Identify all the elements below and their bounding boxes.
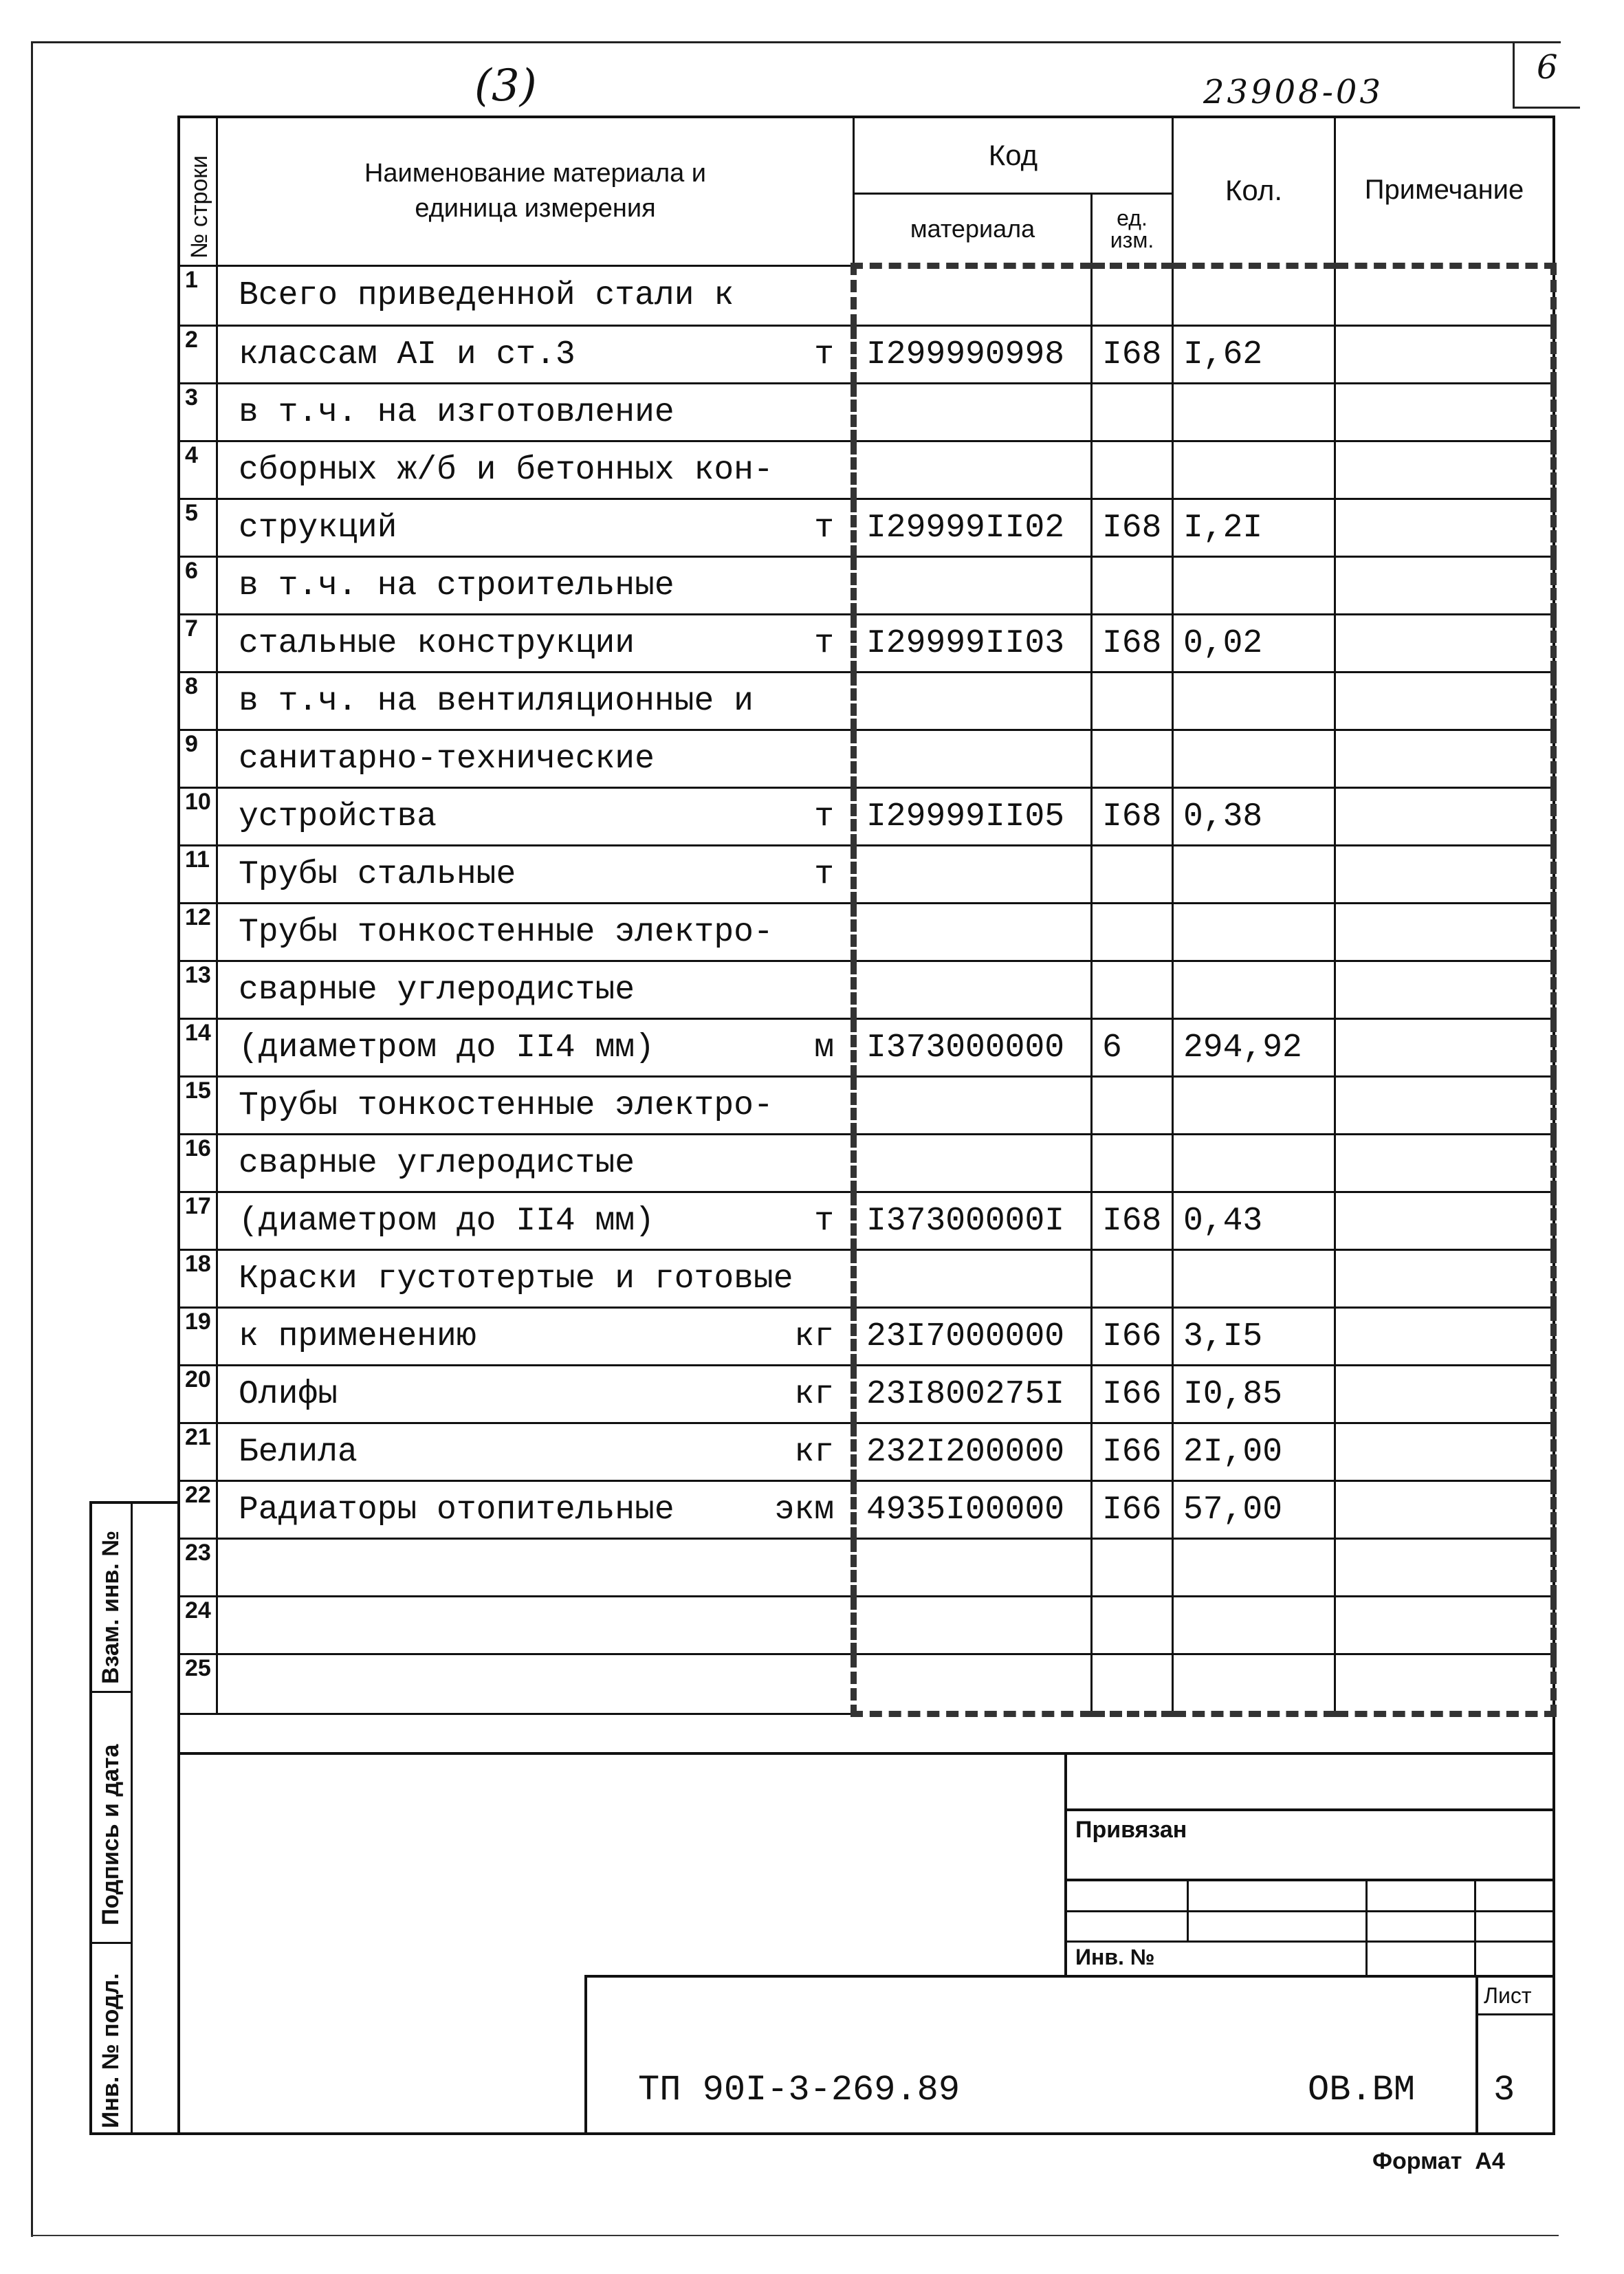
row-number: 20 [179,1366,217,1423]
designation-left-line [584,1975,587,2135]
material-name-text: Всего приведенной стали к [239,277,734,314]
table-row [179,1366,1554,1423]
note-cell [1335,1597,1554,1654]
material-code-cell: 23I7000000 [854,1308,1092,1366]
quantity-cell [1173,1135,1335,1192]
material-name-text: струкций [239,509,397,547]
note-cell [1335,1019,1554,1077]
sheet-number-box [1513,41,1580,109]
note-cell [1335,730,1554,788]
material-name-text: к применению [239,1318,476,1355]
title-top-line [177,1752,1555,1755]
material-code-cell [854,1250,1092,1308]
table-row [179,441,1554,499]
list-label: Лист [1484,1983,1532,2008]
unit-label: т [814,336,834,373]
row-number: 18 [179,1250,217,1308]
list-label-line [1475,2013,1555,2015]
note-cell [1335,904,1554,961]
unit-code-cell: I66 [1092,1481,1173,1539]
note-cell [1335,1308,1554,1366]
unit-label: т [814,624,834,662]
sheet-number: 6 [1537,48,1558,87]
note-cell [1335,673,1554,730]
material-name-cell [217,1192,854,1250]
quantity-cell [1173,1597,1335,1654]
material-code-cell: I373000000 [854,1019,1092,1077]
list-value: 3 [1493,2070,1515,2110]
table-row [179,904,1554,961]
row-number: 25 [179,1654,217,1714]
row-number: 9 [179,730,217,788]
row-number: 14 [179,1019,217,1077]
material-code-cell [854,266,1092,326]
table-row [179,615,1554,673]
material-name-text: в т.ч. на изготовление [239,393,674,431]
unit-code-cell: I68 [1092,788,1173,846]
table-row [179,1077,1554,1135]
material-name-text: Белила [239,1433,358,1471]
quantity-cell: 0,02 [1173,615,1335,673]
quantity-cell [1173,904,1335,961]
quantity-cell: 3,I5 [1173,1308,1335,1366]
header-note: Примечание [1335,117,1554,266]
row-number: 24 [179,1597,217,1654]
unit-code-cell [1092,1250,1173,1308]
note-cell [1335,266,1554,326]
unit-code-cell [1092,1077,1173,1135]
note-cell [1335,326,1554,384]
material-name-cell [217,1135,854,1192]
quantity-cell [1173,1539,1335,1597]
note-cell [1335,1135,1554,1192]
note-cell [1335,1192,1554,1250]
document-code: ОВ.ВМ [1308,2070,1416,2110]
unit-label: т [814,1202,834,1240]
material-code-cell [854,961,1092,1019]
unit-label: т [814,855,834,893]
side-cell-inv-podl [92,1944,131,2135]
material-code-cell [854,1135,1092,1192]
material-name-cell [217,961,854,1019]
header-code-material: материала [854,194,1092,266]
material-name-cell [217,441,854,499]
row-number: 13 [179,961,217,1019]
material-name-cell [217,1539,854,1597]
material-name-text: сварные углеродистые [239,1144,635,1182]
quantity-cell [1173,384,1335,441]
material-name-text: устройства [239,798,437,835]
unit-code-cell: I66 [1092,1423,1173,1481]
row-number: 3 [179,384,217,441]
table-row [179,1539,1554,1597]
material-name-cell [217,904,854,961]
privyazan-col-line-2 [1365,1879,1368,1975]
unit-code-cell: I66 [1092,1308,1173,1366]
material-code-cell: 23I800275I [854,1366,1092,1423]
sheet-bottom-line [31,2235,1559,2236]
unit-code-cell [1092,730,1173,788]
quantity-cell [1173,673,1335,730]
row-number: 1 [179,266,217,326]
unit-code-cell [1092,1597,1173,1654]
format-label: Формат А4 [1372,2148,1505,2174]
material-name-text: сварные углеродистые [239,971,635,1009]
table-row [179,1654,1554,1714]
material-name-text: Трубы тонкостенные электро- [239,1086,773,1124]
quantity-cell [1173,1250,1335,1308]
material-code-cell [854,441,1092,499]
material-name-cell [217,615,854,673]
row-number: 2 [179,326,217,384]
unit-code-cell [1092,266,1173,326]
material-name-text: Радиаторы отопительные [239,1491,674,1529]
unit-code-cell [1092,1654,1173,1714]
unit-code-cell [1092,557,1173,615]
row-number: 19 [179,1308,217,1366]
table-row [179,1308,1554,1366]
row-number: 21 [179,1423,217,1481]
row-number: 4 [179,441,217,499]
material-name-cell [217,1019,854,1077]
table-row [179,1481,1554,1539]
material-code-cell: I29999II02 [854,499,1092,557]
privyazan-label: Привязан [1075,1817,1187,1843]
material-name-cell [217,1481,854,1539]
material-name-text: в т.ч. на вентиляционные и [239,682,754,720]
list-left-line [1475,1975,1478,2135]
material-code-cell: I29999II03 [854,615,1092,673]
material-name-text: стальные конструкции [239,624,635,662]
unit-label: т [814,798,834,835]
quantity-cell: I,2I [1173,499,1335,557]
unit-label: т [814,509,834,547]
material-name-cell [217,673,854,730]
privyazan-row-line-2 [1064,1910,1555,1912]
table-row [179,266,1554,326]
row-number: 12 [179,904,217,961]
material-name-cell [217,266,854,326]
side-cell-vzam [92,1504,131,1693]
quantity-cell: I0,85 [1173,1366,1335,1423]
material-name-cell [217,788,854,846]
note-cell [1335,1077,1554,1135]
privyazan-top-line [1064,1808,1555,1811]
row-number: 7 [179,615,217,673]
row-number: 22 [179,1481,217,1539]
row-number: 8 [179,673,217,730]
note-cell [1335,788,1554,846]
privyazan-row-line-3 [1064,1940,1555,1943]
note-cell [1335,557,1554,615]
quantity-cell: 294,92 [1173,1019,1335,1077]
material-name-cell [217,1597,854,1654]
material-name-cell [217,730,854,788]
material-name-text: в т.ч. на строительные [239,567,674,604]
material-name-cell [217,1308,854,1366]
title-block [177,1752,1555,2135]
note-cell [1335,846,1554,904]
note-cell [1335,1481,1554,1539]
material-code-cell [854,384,1092,441]
quantity-cell: 57,00 [1173,1481,1335,1539]
table-row [179,1597,1554,1654]
material-code-cell: I29999II05 [854,788,1092,846]
materials-table [177,116,1557,1717]
material-name-text: классам АI и ст.3 [239,336,575,373]
document-reference: 23908-03 [1203,73,1383,111]
page-mark: (3) [474,61,537,111]
unit-label: экм [774,1491,834,1529]
material-name-text: Трубы стальные [239,855,516,893]
material-name-text: санитарно-технические [239,740,655,778]
privyazan-col-line-3 [1474,1879,1476,1975]
quantity-cell: 0,38 [1173,788,1335,846]
material-code-cell [854,1077,1092,1135]
unit-code-cell: I68 [1092,615,1173,673]
material-name-cell [217,499,854,557]
material-code-cell [854,557,1092,615]
note-cell [1335,499,1554,557]
unit-label: кг [794,1375,834,1413]
table-row [179,788,1554,846]
table-row [179,730,1554,788]
unit-code-cell: 6 [1092,1019,1173,1077]
side-cell-sign-date [92,1693,131,1944]
table-row [179,1192,1554,1250]
unit-code-cell [1092,1135,1173,1192]
material-name-text: сборных ж/б и бетонных кон- [239,451,773,489]
side-divider [131,1504,133,2135]
quantity-cell: I,62 [1173,326,1335,384]
side-label-vzam: Взам. инв. № [98,1530,124,1684]
unit-code-cell [1092,846,1173,904]
note-cell [1335,1423,1554,1481]
unit-label: м [814,1029,834,1067]
unit-label: кг [794,1318,834,1355]
quantity-cell [1173,1077,1335,1135]
unit-code-cell [1092,673,1173,730]
unit-label: кг [794,1433,834,1471]
material-code-cell: I37300000I [854,1192,1092,1250]
header-code: Код [854,117,1173,194]
material-name-cell [217,326,854,384]
material-code-cell [854,1597,1092,1654]
unit-code-cell [1092,1539,1173,1597]
quantity-cell [1173,730,1335,788]
quantity-cell: 0,43 [1173,1192,1335,1250]
table-row [179,499,1554,557]
unit-code-cell [1092,904,1173,961]
header-row-number [179,117,217,266]
privyazan-col-line-1 [1187,1879,1189,1940]
table-row [179,1250,1554,1308]
note-cell [1335,441,1554,499]
table-row [179,961,1554,1019]
privyazan-row-line-1 [1064,1879,1555,1881]
material-code-cell: 4935I00000 [854,1481,1092,1539]
material-code-cell: 232I200000 [854,1423,1092,1481]
header-material-name: Наименование материала и единица измерения [217,117,854,266]
designation: ТП 90I-3-269.89 [638,2070,961,2110]
note-cell [1335,1366,1554,1423]
table-row [179,1019,1554,1077]
material-code-cell [854,904,1092,961]
material-code-cell: I299990998 [854,326,1092,384]
note-cell [1335,961,1554,1019]
table-row [179,673,1554,730]
unit-code-cell [1092,384,1173,441]
material-name-text: Краски густотертые и готовые [239,1260,793,1298]
header-row-number-text: № строки [186,155,212,259]
material-name-text: Олифы [239,1375,338,1413]
note-cell [1335,384,1554,441]
row-number: 11 [179,846,217,904]
material-name-cell [217,1366,854,1423]
row-number: 6 [179,557,217,615]
quantity-cell [1173,557,1335,615]
material-code-cell [854,730,1092,788]
material-name-text: Трубы тонкостенные электро- [239,913,773,951]
note-cell [1335,1654,1554,1714]
table-row [179,846,1554,904]
unit-code-cell [1092,961,1173,1019]
row-number: 10 [179,788,217,846]
unit-code-cell: I68 [1092,499,1173,557]
material-name-text: (диаметром до II4 мм) [239,1202,655,1240]
unit-code-cell: I68 [1092,1192,1173,1250]
note-cell [1335,1250,1554,1308]
row-number: 16 [179,1135,217,1192]
unit-code-cell: I68 [1092,326,1173,384]
material-code-cell [854,1539,1092,1597]
material-name-cell [217,557,854,615]
table-row [179,384,1554,441]
material-code-cell [854,673,1092,730]
header-code-unit: ед. изм. [1092,194,1173,266]
side-label-inv-podl: Инв. № подл. [98,1973,124,2128]
material-code-cell [854,846,1092,904]
material-code-cell [854,1654,1092,1714]
row-number: 5 [179,499,217,557]
side-stamp-strip [89,1501,177,2135]
note-cell [1335,615,1554,673]
note-cell [1335,1539,1554,1597]
inv-no-label: Инв. № [1075,1945,1155,1969]
material-name-cell [217,1423,854,1481]
material-name-cell [217,846,854,904]
row-number: 17 [179,1192,217,1250]
table-row [179,557,1554,615]
unit-code-cell: I66 [1092,1366,1173,1423]
header-quantity: Кол. [1173,117,1335,266]
material-name-cell [217,1654,854,1714]
designation-top-line [584,1975,1555,1978]
row-number: 15 [179,1077,217,1135]
table-row [179,326,1554,384]
side-label-sign-date: Подпись и дата [98,1744,124,1925]
material-name-cell [217,1077,854,1135]
quantity-cell: 2I,00 [1173,1423,1335,1481]
material-name-text: (диаметром до II4 мм) [239,1029,655,1067]
quantity-cell [1173,1654,1335,1714]
quantity-cell [1173,846,1335,904]
unit-code-cell [1092,441,1173,499]
row-number: 23 [179,1539,217,1597]
table-row [179,1423,1554,1481]
material-name-cell [217,384,854,441]
material-name-cell [217,1250,854,1308]
table-row [179,1135,1554,1192]
quantity-cell [1173,961,1335,1019]
quantity-cell [1173,266,1335,326]
materials-body [179,266,1554,1714]
quantity-cell [1173,441,1335,499]
